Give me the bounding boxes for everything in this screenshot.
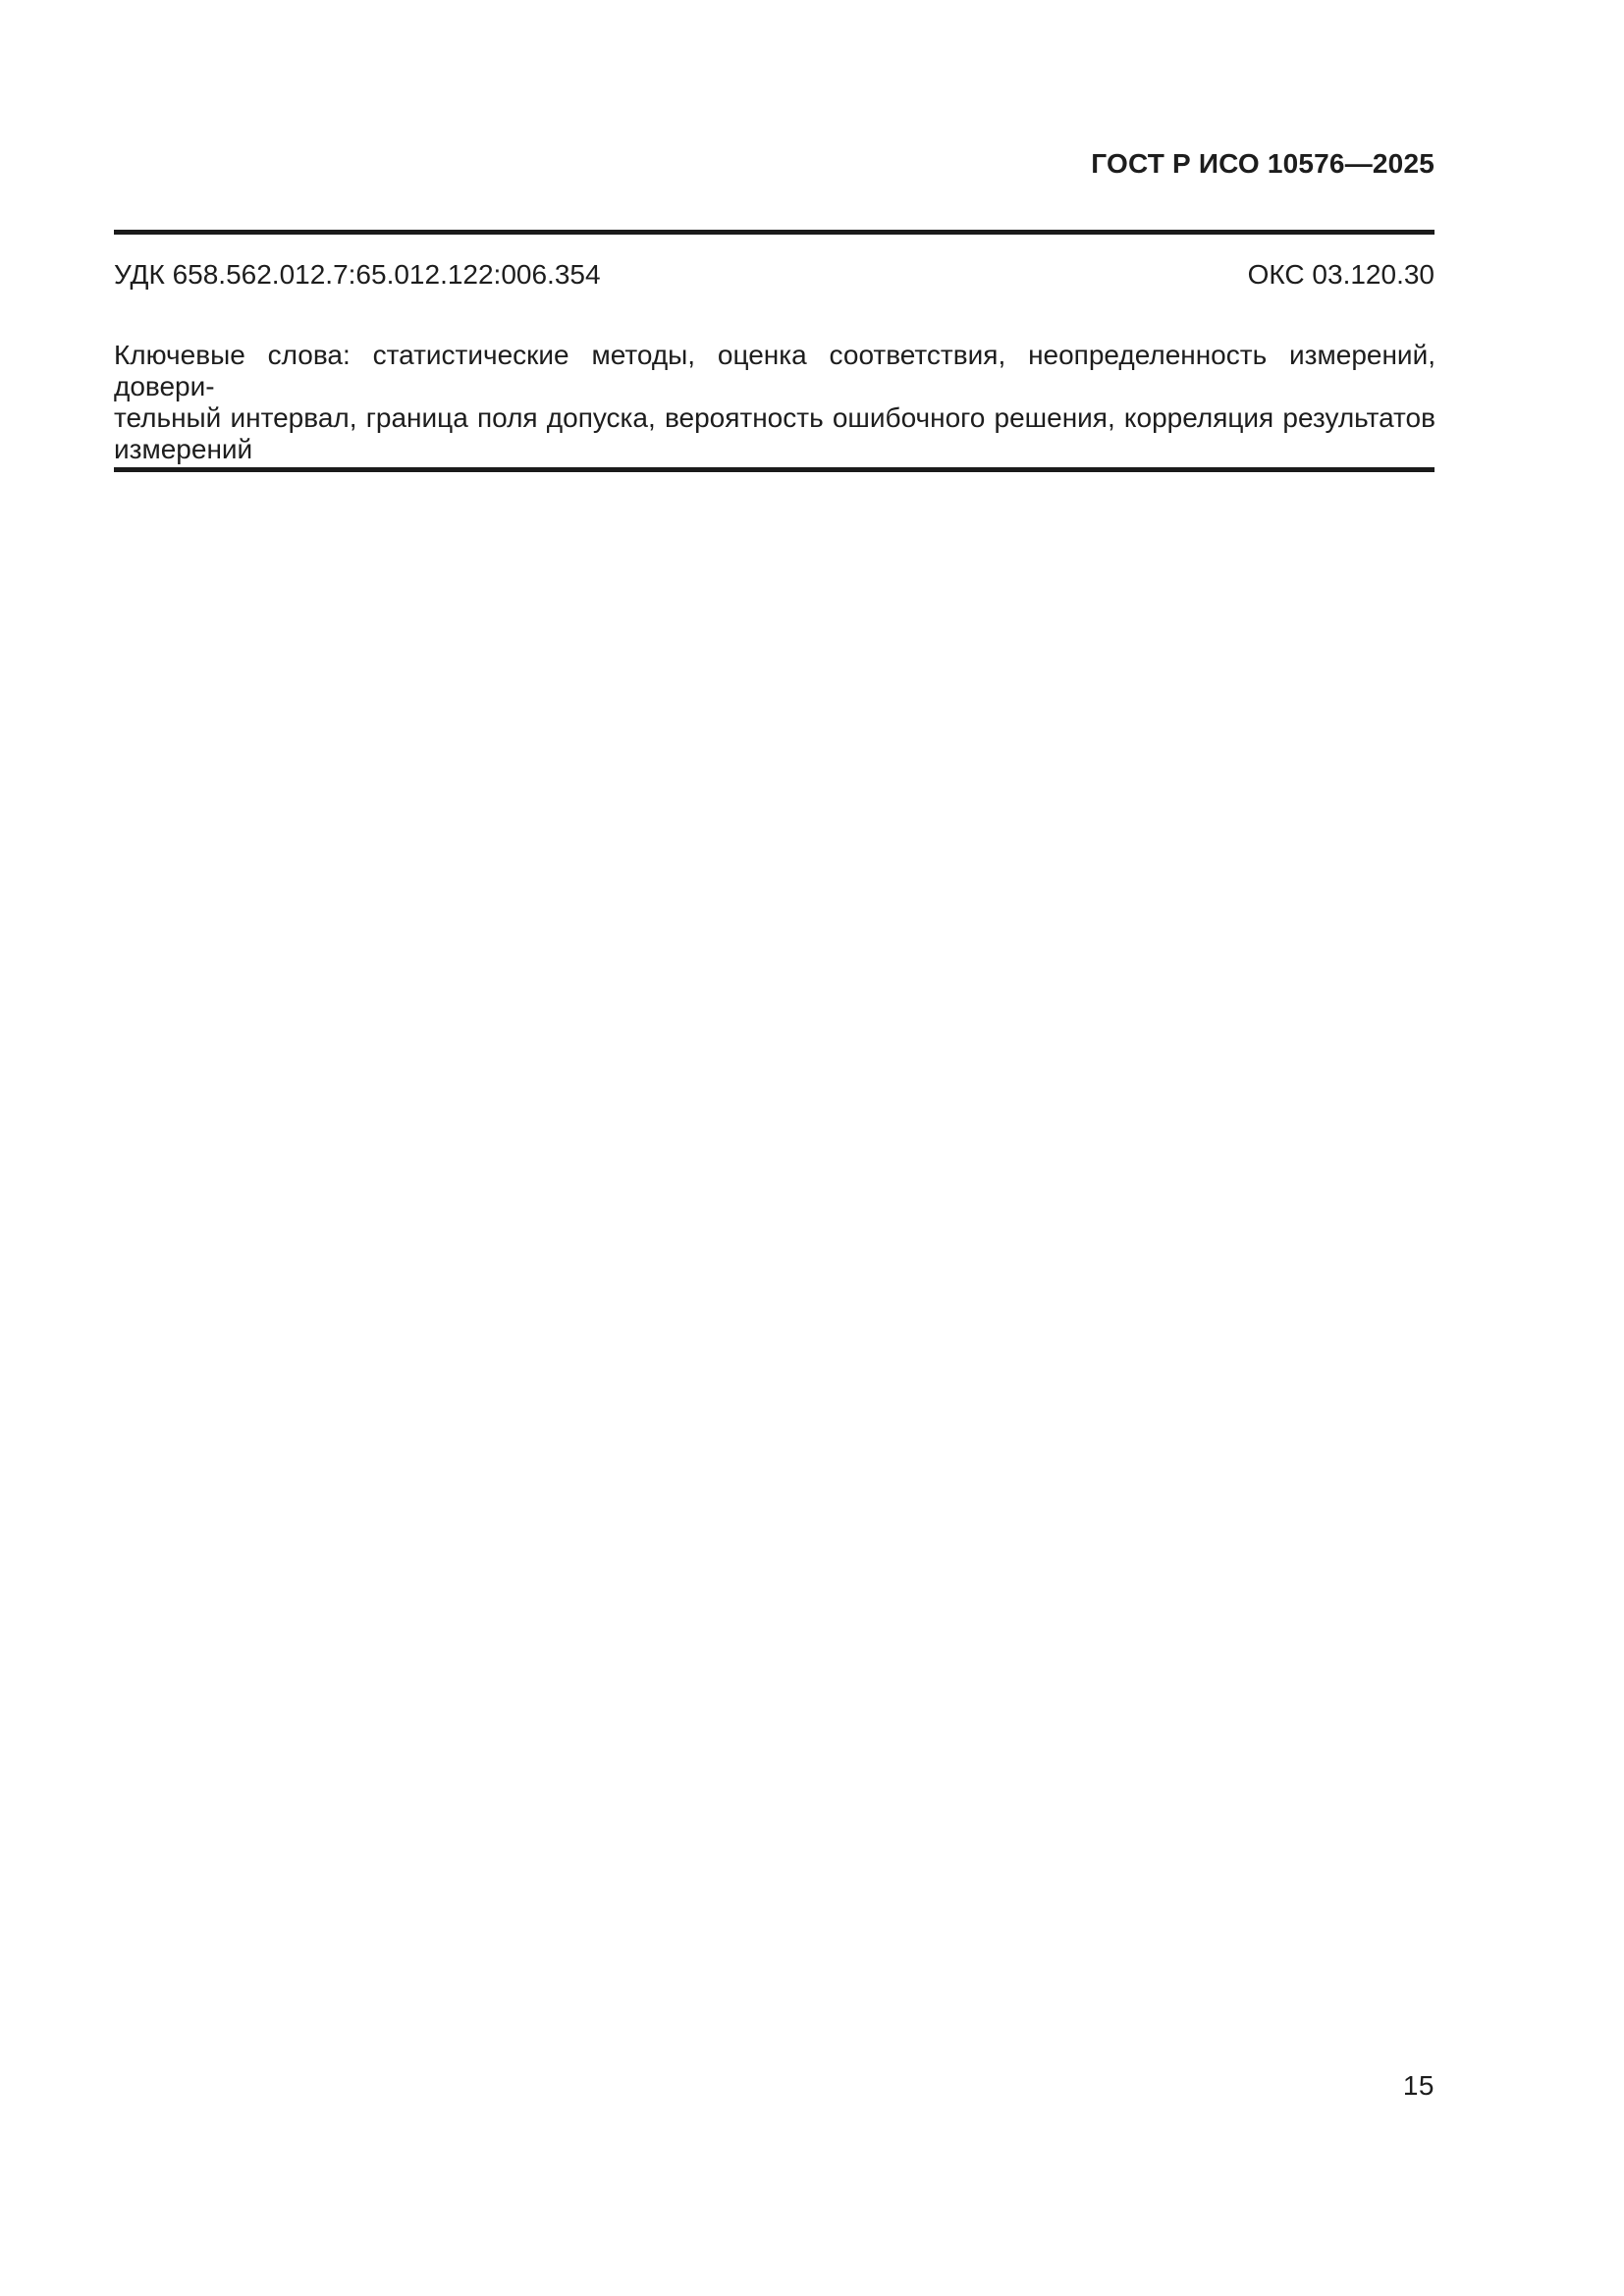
udk-code: УДК 658.562.012.7:65.012.122:006.354 (114, 259, 601, 290)
running-head-standard-designation: ГОСТ Р ИСО 10576—2025 (1091, 148, 1435, 179)
keywords-rule (114, 467, 1435, 472)
header-rule (114, 230, 1435, 235)
page-number: 15 (1402, 2070, 1435, 2101)
oks-code: ОКС 03.120.30 (1247, 259, 1435, 290)
keywords-paragraph (114, 340, 1435, 465)
classification-codes-row (114, 259, 1435, 291)
keywords-line: тельный интервал, граница поля допуска, вероятность ошибочного решения, корреляция результатов (114, 402, 1435, 433)
keywords-line: измерений (114, 434, 253, 464)
keywords-line: Ключевые слова: статистические методы, оценка соответствия, неопределенность измерений, довери- (114, 340, 1435, 401)
